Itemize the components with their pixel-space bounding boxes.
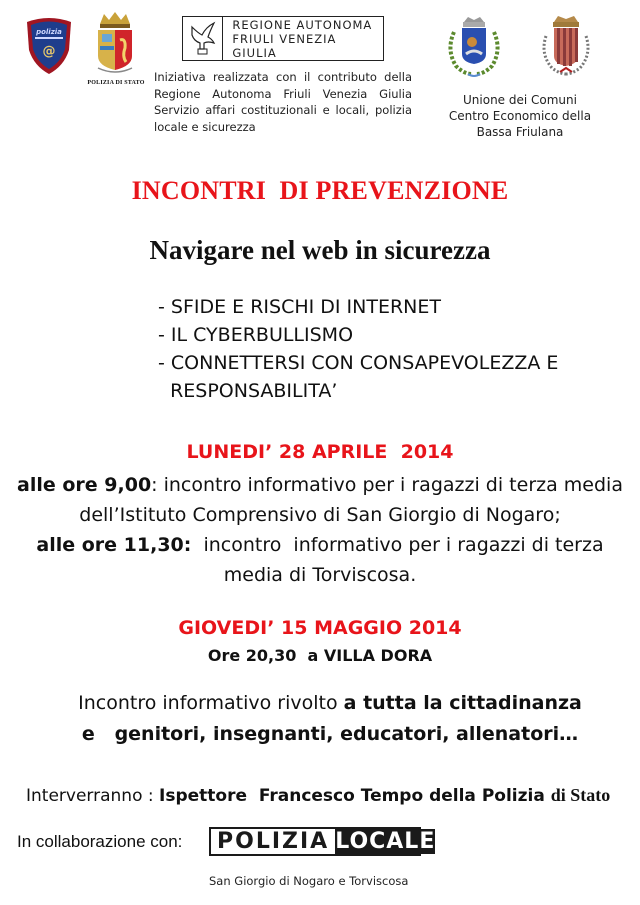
regione-line2: FRIULI VENEZIA GIULIA xyxy=(232,31,337,60)
topic-item: - IL CYBERBULLISMO xyxy=(158,324,354,346)
comune-torviscosa-crest xyxy=(536,14,596,80)
crest-icon xyxy=(442,14,506,80)
unione-line1: Unione dei Comuni xyxy=(463,93,577,107)
audience-line2: e genitori, insegnanti, educatori, allenatori… xyxy=(81,723,579,745)
topic-item: RESPONSABILITA’ xyxy=(158,380,338,402)
event-subtitle: Navigare nel web in sicurezza xyxy=(149,235,491,265)
crest-icon xyxy=(536,14,596,80)
polizia-di-stato-emblem xyxy=(92,10,138,76)
eagle-icon xyxy=(183,17,223,60)
regione-line1: REGIONE AUTONOMA xyxy=(232,17,373,32)
event1-slot2 xyxy=(10,530,630,590)
audience-line1 xyxy=(20,688,640,719)
event2-audience xyxy=(20,688,640,750)
polizia-di-stato-label: POLIZIA DI STATO xyxy=(87,80,145,86)
crest-icon xyxy=(92,10,138,76)
topic-item: - SFIDE E RISCHI DI INTERNET xyxy=(158,296,441,318)
slot2-time: alle ore 11,30: xyxy=(36,534,192,556)
event2-date: GIOVEDI’ 15 MAGGIO 2014 xyxy=(178,617,462,639)
audience-bold: a tutta la cittadinanza xyxy=(343,692,582,714)
speakers-line xyxy=(26,785,610,806)
speakers-stato: di Stato xyxy=(550,785,611,805)
event1-date: LUNEDI’ 28 APRILE 2014 xyxy=(186,441,454,463)
unione-line2: Centro Economico della xyxy=(448,109,592,123)
speakers-name: Ispettore Francesco Tempo della Polizia xyxy=(159,786,551,806)
regione-fvg-logo xyxy=(182,16,384,61)
comune-san-giorgio-crest xyxy=(442,14,506,80)
polizia-locale-caption: San Giorgio di Nogaro e Torviscosa xyxy=(209,874,409,888)
polizia-locale-left: POLIZIA xyxy=(211,829,335,854)
collaboration-label: In collaborazione con: xyxy=(17,832,183,851)
event2-time-place: Ore 20,30 a VILLA DORA xyxy=(207,646,433,665)
slot1-description: : incontro informativo per i ragazzi di terza media dell’Istituto Comprensivo di San Giorgio di Nogaro; xyxy=(79,474,623,526)
initiative-note: Iniziativa realizzata con il contributo della Regione Autonoma Friuli Venezia Giulia Servizio affari costituzionali e locali, polizia locale e sicurezza xyxy=(154,70,412,134)
shield-icon xyxy=(24,14,74,76)
svg-text:@: @ xyxy=(42,44,56,59)
slot2-description: incontro informativo per i ragazzi di terza media di Torviscosa. xyxy=(191,534,610,586)
unione-comuni-label xyxy=(440,92,600,140)
topics-list xyxy=(158,293,558,405)
polizia-locale-right: LOCALE xyxy=(335,829,436,854)
event-series-title: INCONTRI DI PREVENZIONE xyxy=(131,176,509,205)
svg-text:polizia: polizia xyxy=(36,28,62,36)
event1-schedule xyxy=(10,470,630,590)
topic-item: - CONNETTERSI CON CONSAPEVOLEZZA E xyxy=(158,352,559,374)
polizia-postale-logo xyxy=(24,14,74,76)
event1-slot1 xyxy=(10,470,630,530)
polizia-locale-logo xyxy=(209,827,436,856)
unione-line3: Bassa Friulana xyxy=(476,125,564,139)
audience-intro: Incontro informativo rivolto xyxy=(78,692,344,714)
slot1-time: alle ore 9,00 xyxy=(17,474,152,496)
speakers-label: Interverranno : xyxy=(26,786,160,806)
